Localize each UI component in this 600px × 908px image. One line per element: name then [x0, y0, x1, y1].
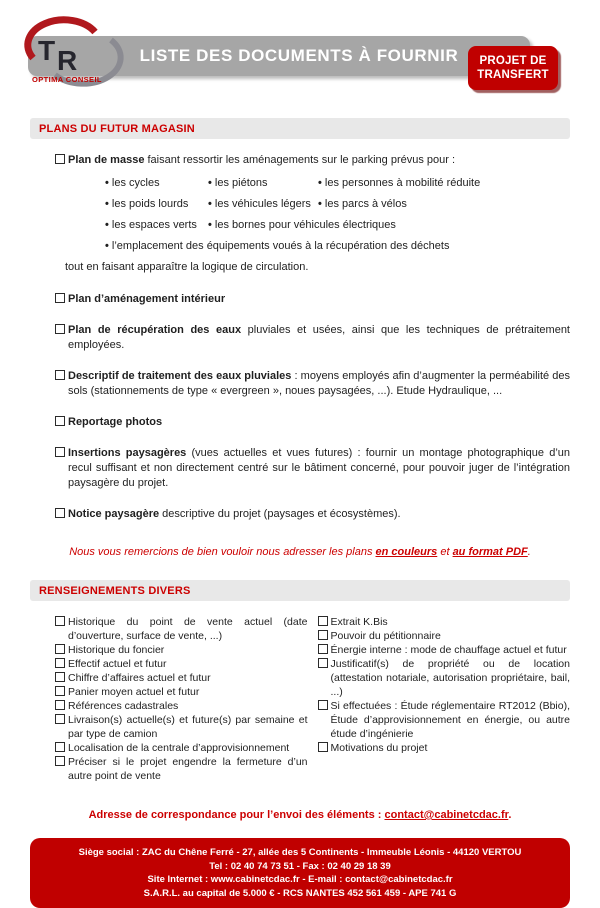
check-item: [55, 699, 308, 713]
checkbox-icon: [318, 658, 328, 668]
note-emphasis-pdf: au format PDF: [452, 546, 528, 558]
content: [0, 118, 600, 821]
check-item: [318, 699, 571, 741]
item-lead: Plan de récupération des eaux: [68, 324, 242, 336]
footer-line-tel-fax: Tel : 02 40 74 73 51 - Fax : 02 40 29 18 39: [209, 860, 391, 872]
footer-line-web-email: Site Internet : www.cabinetcdac.fr - E-mail : contact@cabinetcdac.fr: [147, 874, 453, 885]
checkbox-icon: [55, 756, 65, 766]
footer: [30, 838, 570, 908]
check-item: [55, 755, 308, 783]
checkbox-icon: [55, 447, 65, 457]
item-lead: Descriptif de traitement des eaux pluviales: [68, 370, 292, 382]
right-column: [318, 615, 571, 783]
bullet-item: • les cycles: [105, 176, 208, 190]
item-lead: Insertions paysagères: [68, 447, 187, 459]
section-title-plans: PLANS DU FUTUR MAGASIN: [30, 118, 570, 139]
item-text: pluviales et usées, ainsi que les techniques de prétraitement employées.: [68, 324, 570, 351]
renseignements-columns: [55, 615, 570, 783]
bullet-item: • les bornes pour véhicules électriques: [208, 218, 570, 232]
check-item: [55, 671, 308, 685]
note-emphasis-colors: en couleurs: [375, 546, 438, 558]
address-text: .: [508, 809, 512, 821]
project-transfer-badge: [468, 46, 558, 90]
item-lead: Plan d’aménagement intérieur: [68, 293, 226, 305]
checkbox-icon: [55, 416, 65, 426]
plans-note: [30, 546, 570, 558]
item-text: Préciser si le projet engendre la fermeture d’un autre point de vente: [68, 756, 308, 782]
item-text: faisant ressortir les aménagements sur le parking prévus pour :: [144, 154, 456, 166]
check-item-notice-paysagere: [55, 507, 570, 522]
item-lead: Reportage photos: [68, 416, 163, 428]
check-item-recuperation-eaux: [55, 323, 570, 353]
logo-letter-t: T: [38, 35, 56, 66]
item-text: Pouvoir du pétitionnaire: [330, 630, 441, 642]
checkbox-icon: [55, 508, 65, 518]
header: [0, 0, 600, 118]
checkbox-icon: [55, 293, 65, 303]
checkbox-icon: [55, 686, 65, 696]
item-text: Livraison(s) actuelle(s) et future(s) par semaine et par type de camion: [68, 714, 308, 740]
checkbox-icon: [55, 370, 65, 380]
check-item: [318, 615, 571, 629]
item-text: Références cadastrales: [68, 700, 179, 712]
check-item-insertions-paysageres: [55, 446, 570, 491]
section-title-renseignements: RENSEIGNEMENTS DIVERS: [30, 580, 570, 601]
left-column: [55, 615, 308, 783]
item-text: Historique du point de vente actuel (date d’ouverture, surface de vente, ...): [68, 616, 308, 642]
item-text: Extrait K.Bis: [330, 616, 388, 628]
note-text: Nous vous remercions de bien vouloir nous adresser les plans: [69, 546, 376, 558]
checkbox-icon: [55, 658, 65, 668]
item-text: Historique du foncier: [68, 644, 165, 656]
item-text: Effectif actuel et futur: [68, 658, 167, 670]
bullet-item: • les personnes à mobilité réduite: [318, 176, 570, 190]
item-text: Localisation de la centrale d’approvisionnement: [68, 742, 290, 754]
logo-letter-r: R: [57, 45, 78, 76]
item-text: : moyens employés afin d’augmenter la perméabilité des sols (stationnements de type « evergreen », noues paysagées, ...). Etude Hydraulique, ...: [68, 370, 570, 397]
check-item: [318, 643, 571, 657]
checkbox-icon: [55, 742, 65, 752]
check-item: [55, 713, 308, 741]
checkbox-icon: [55, 644, 65, 654]
item-lead: Notice paysagère: [68, 508, 160, 520]
item-text: descriptive du projet (paysages et écosystèmes).: [159, 508, 401, 520]
address-text: Adresse de correspondance pour l’envoi des éléments :: [88, 809, 385, 821]
check-item-descriptif-traitement: [55, 369, 570, 399]
checkbox-icon: [318, 616, 328, 626]
check-item-reportage-photos: [55, 415, 570, 430]
company-logo: [27, 22, 123, 88]
bullet-item: • les poids lourds: [105, 197, 208, 211]
item-text: Chiffre d’affaires actuel et futur: [68, 672, 211, 684]
checkbox-icon: [318, 644, 328, 654]
checkbox-icon: [55, 700, 65, 710]
note-text: et: [437, 546, 453, 558]
bullet-item: • les véhicules légers: [208, 197, 318, 211]
check-item: [55, 741, 308, 755]
checkbox-icon: [55, 154, 65, 164]
bullet-item: • les parcs à vélos: [318, 197, 570, 211]
bullet-item: • les piétons: [208, 176, 318, 190]
item-lead: Plan de masse: [68, 154, 145, 166]
check-item: [318, 657, 571, 699]
check-item: [55, 685, 308, 699]
check-item: [55, 643, 308, 657]
correspondence-address: [30, 809, 570, 821]
item-text: Panier moyen actuel et futur: [68, 686, 200, 698]
badge-line2: TRANSFERT: [477, 69, 549, 81]
item-text: Motivations du projet: [330, 742, 428, 754]
logo-subtitle: OPTIMA CONSEIL: [32, 75, 102, 84]
check-item: [318, 629, 571, 643]
item-text: Si effectuées : Étude réglementaire RT2012 (Bbio), Étude d’approvisionnement en énergie, ou autre étude d’ingénierie: [330, 700, 570, 740]
badge-line1: PROJET DE: [479, 55, 547, 67]
checkbox-icon: [318, 630, 328, 640]
page-title: LISTE DES DOCUMENTS À FOURNIR: [139, 46, 459, 65]
check-item: [318, 741, 571, 755]
check-item-plan-de-masse: [55, 153, 570, 168]
contact-email-link[interactable]: contact@cabinetcdac.fr: [384, 809, 509, 821]
footer-line-siege: Siège social : ZAC du Chêne Ferré - 27, allée des 5 Continents - Immeuble Léonis - 44120 VERTOU: [78, 847, 522, 858]
checkbox-icon: [55, 616, 65, 626]
check-item: [55, 615, 308, 643]
checkbox-icon: [318, 742, 328, 752]
note-text: .: [527, 546, 531, 558]
checkbox-icon: [318, 700, 328, 710]
checkbox-icon: [55, 714, 65, 724]
check-item: [55, 657, 308, 671]
bullet-item: • les espaces verts: [105, 218, 208, 232]
item-text: Énergie interne : mode de chauffage actuel et futur: [330, 644, 567, 656]
item-text: Justificatif(s) de propriété ou de location (attestation notariale, autorisation propriétaire, bail, ...): [330, 658, 570, 698]
parking-bullet-list: [105, 176, 570, 253]
bullet-item: • l’emplacement des équipements voués à la récupération des déchets: [105, 239, 570, 253]
item-text: (vues actuelles et vues futures) : fournir un montage photographique d’un recul suffisant et non directement centré sur le bâtiment concerné, pour pouvoir juger de l’intégration paysagère du projet.: [68, 447, 570, 489]
parking-closing-text: tout en faisant apparaître la logique de circulation.: [65, 261, 309, 273]
checkbox-icon: [55, 672, 65, 682]
checkbox-icon: [55, 324, 65, 334]
check-item-amenagement-interieur: [55, 292, 570, 307]
footer-line-sarl: S.A.R.L. au capital de 5.000 € - RCS NANTES 452 561 459 - APE 741 G: [143, 887, 457, 899]
